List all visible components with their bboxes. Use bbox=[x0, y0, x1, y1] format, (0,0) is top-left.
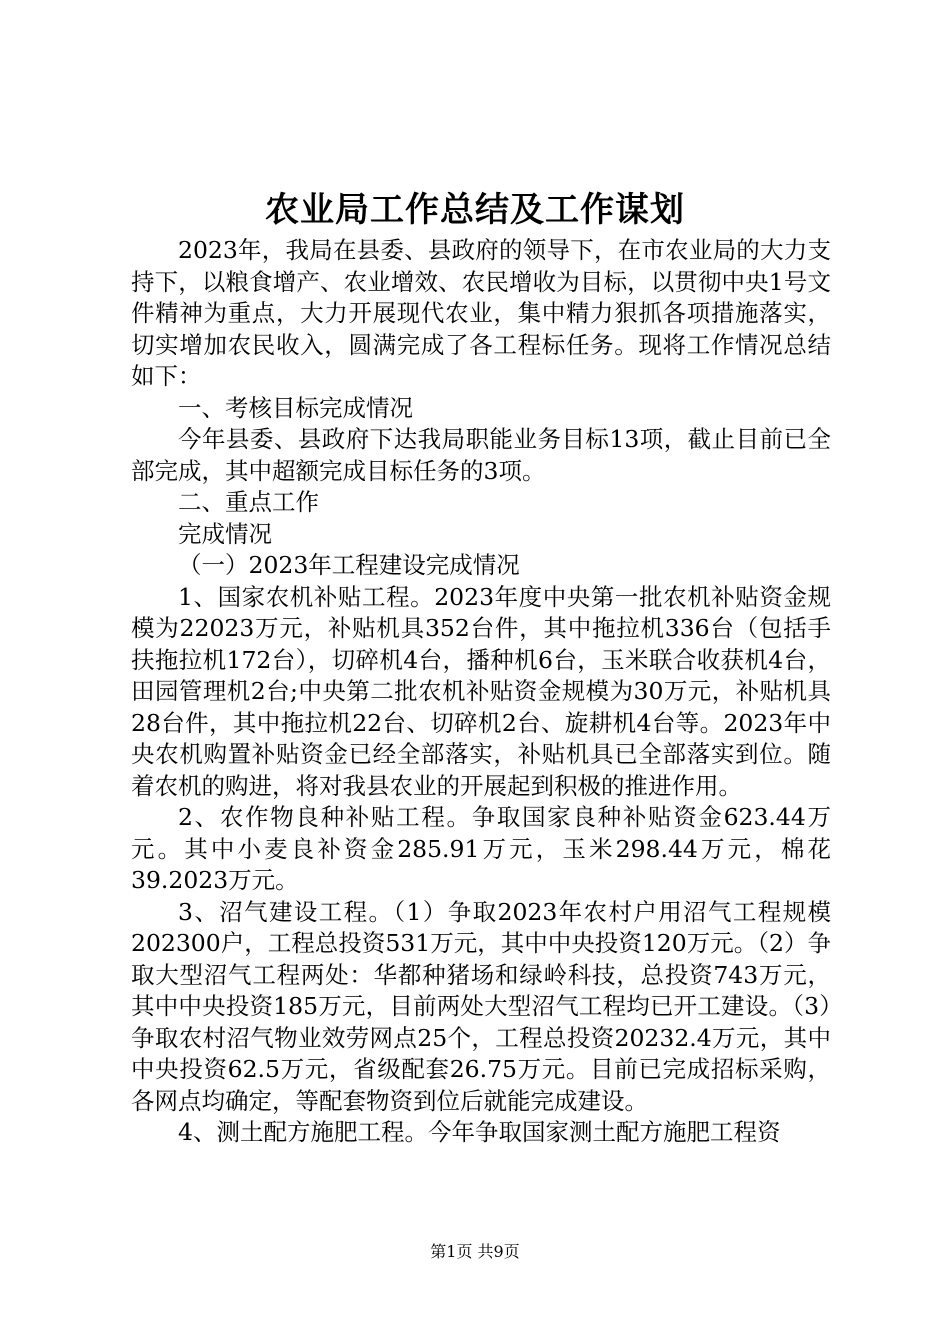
body-paragraph-biogas: 3、沼气建设工程。（1）争取2023年农村户用沼气工程规模202300户，工程总投资531万元，其中中央投资120万元。（2）争取大型沼气工程两处：华都种猪场和绿岭科技，总投资743万元，其中中央投资185万元，目前两处大型沼气工程均已开工建设。（3）争取农村沼气物业效劳网点25个，工程总投资20232.4万元，其中中央投资62.5万元，省级配套26.75万元。目前已完成招标采购，各网点均确定，等配套物资到位后就能完成建设。 bbox=[131, 897, 831, 1115]
document-body bbox=[131, 235, 831, 1149]
body-paragraph-machinery: 1、国家农机补贴工程。2023年度中央第一批农机补贴资金规模为22023万元，补贴机具352台件，其中拖拉机336台（包括手扶拖拉机172台），切碎机4台，播种机6台，玉米联合收获机4台，田园管理机2台;中央第二批农机补贴资金规模为30万元，补贴机具28台件，其中拖拉机22台、切碎机2台、旋耕机4台等。2023年中央农机购置补贴资金已经全部落实，补贴机具已全部落实到位。随着农机的购进，将对我县农业的开展起到积极的推进作用。 bbox=[131, 582, 831, 800]
body-paragraph: 今年县委、县政府下达我局职能业务目标13项，截止目前已全部完成，其中超额完成目标任务的3项。 bbox=[131, 425, 831, 485]
page-footer: 第1页 共9页 bbox=[430, 1242, 520, 1261]
intro-paragraph: 2023年，我局在县委、县政府的领导下，在市农业局的大力支持下，以粮食增产、农业增效、农民增收为目标，以贯彻中央1号文件精神为重点，大力开展现代农业，集中精力狠抓各项措施落实，切实增加农民收入，圆满完成了各工程标任务。现将工作情况总结如下： bbox=[131, 236, 831, 390]
subsection-heading: 完成情况 bbox=[178, 519, 272, 548]
subsection-heading-project: （一）2023年工程建设完成情况 bbox=[178, 551, 520, 579]
body-paragraph-seeds: 2、农作物良种补贴工程。争取国家良种补贴资金623.44万元。其中小麦良补资金285.91万元，玉米298.44万元，棉花39.2023万元。 bbox=[131, 803, 831, 894]
section-heading-2: 二、重点工作 bbox=[178, 488, 319, 516]
section-heading-1: 一、考核目标完成情况 bbox=[178, 393, 413, 422]
body-paragraph-fertilizer: 4、测土配方施肥工程。今年争取国家测土配方施肥工程资 bbox=[178, 1118, 781, 1146]
document-title: 农业局工作总结及工作谋划 bbox=[265, 190, 685, 230]
